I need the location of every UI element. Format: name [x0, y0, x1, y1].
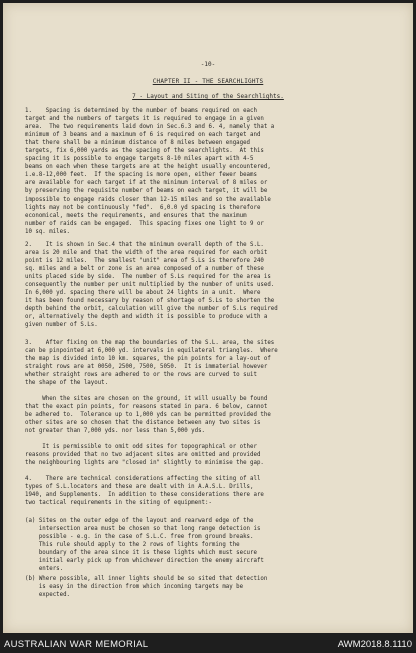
- text-line: sq. miles and a belt or zone is an area composed of a number of these: [25, 266, 264, 273]
- paragraph-4: [25, 395, 405, 435]
- text-line: other sites are so chosen that the distance between any two sites is: [25, 420, 261, 427]
- text-line: whether straight rows are adhered to or the rows are curved to suit: [25, 372, 257, 379]
- paragraph-5: [25, 443, 405, 467]
- text-line: It is permissible to omit odd sites for topographical or other: [25, 444, 257, 450]
- text-line: (b) Where possible, all inner lights should be so sited that detection: [25, 576, 268, 582]
- text-line: 3. After fixing on the map the boundaries of the S.L. area, the sites: [25, 340, 275, 346]
- section-title: 7 - Layout and Siting of the Searchlights.: [132, 93, 284, 100]
- text-line: 1940, and Supplements. In addition to these considerations there are: [25, 492, 264, 499]
- text-line: reasons provided that no two adjacent sites are omitted and provided: [25, 452, 261, 459]
- text-line: i.e.8-12,000 feet. If the spacing is more open, either fewer beams: [25, 172, 257, 179]
- footer-reference: AWM2018.8.1110: [337, 639, 412, 650]
- text-line: can be pinpointed at 6,000 yd. intervals in equilateral triangles. Where: [25, 348, 278, 355]
- text-line: 2. It is shown in Sec.4 that the minimum overall depth of the S.L.: [25, 242, 264, 248]
- text-line: initial early pick up from whichever direction the enemy aircraft: [25, 558, 264, 565]
- text-line: that the exact pin points, for reasons stated in para. 6 below, cannot: [25, 404, 268, 411]
- text-line: 1. Spacing is determined by the number of beams required on each: [25, 108, 257, 114]
- text-line: targets, fix 6,000 yards as the spacing of the searchlights. At this: [25, 148, 264, 155]
- text-line: depth behind the orbit, calculation will give the number of S.Ls required: [25, 306, 278, 313]
- text-line: When the sites are chosen on the ground, it will usually be found: [25, 396, 268, 402]
- text-line: minimum of 3 beams and a maximum of 6 is required on each target and: [25, 132, 261, 139]
- text-line: are available for each target if at the minimum interval of 8 miles or: [25, 180, 268, 187]
- text-line: not greater than 7,000 yds. nor less than 5,000 yds.: [25, 428, 206, 435]
- text-line: types of S.L.locators and these are dealt with in A.A.S.L. Drills,: [25, 484, 254, 491]
- text-line: expected.: [25, 592, 71, 599]
- text-line: 4. There are technical considerations affecting the siting of all: [25, 476, 261, 482]
- text-line: In 6,000 yd. spacing there will be about 24 lights in a unit. Where: [25, 290, 261, 297]
- text-line: two tactical requirements in the siting of equipment:-: [25, 500, 212, 507]
- text-line: it has been found necessary by reason of shortage of S.Ls to shorten the: [25, 298, 275, 305]
- text-line: boundary of the area since it is these lights which must secure: [25, 550, 257, 557]
- text-line: (a) Sites on the outer edge of the layout and rearward edge of the: [25, 518, 254, 524]
- text-line: point is 12 miles. The smallest "unit" area of S.Ls is therefore 240: [25, 258, 264, 265]
- text-line: 10 sq. miles.: [25, 228, 71, 235]
- text-line: the shape of the layout.: [25, 380, 109, 387]
- list-item-b: [25, 575, 405, 599]
- text-line: economical, meets the requirements, and ensures that the maximum: [25, 212, 247, 219]
- text-line: is easy in the direction from which incoming targets may be: [25, 584, 244, 591]
- text-line: the map is divided into 10 km. squares, the pin points for a lay-out of: [25, 356, 271, 363]
- text-line: or, alternatively the depth and width it is possible to produce with a: [25, 314, 268, 321]
- document-page: [3, 3, 413, 633]
- list-item-a: [25, 517, 405, 573]
- text-line: possible - e.g. in the case of S.L.C. free from ground breaks.: [25, 534, 254, 541]
- paragraph-3: [25, 339, 405, 387]
- text-line: number of raids can be engaged. This spacing fixes one light to 9 or: [25, 220, 264, 227]
- page-number: -10-: [200, 61, 216, 68]
- text-line: given number of S.Ls.: [25, 322, 98, 329]
- text-line: area is 20 mile and that the width of the area required for each orbit: [25, 250, 268, 257]
- text-line: spacing it is possible to engage targets 8-10 miles apart with 4-5: [25, 156, 254, 163]
- text-line: be adhered to. Tolerance up to 1,000 yds can be permitted provided the: [25, 412, 271, 419]
- text-line: consequently the number per unit multiplied by the number of units used.: [25, 282, 275, 289]
- text-line: lights may not be continuously "fed". 6,0.0 yd spacing is therefore: [25, 204, 261, 211]
- text-line: by preserving the requisite number of beams on each target, it will be: [25, 188, 268, 195]
- text-line: that there shall be a minimum distance of 8 miles between engaged: [25, 140, 251, 147]
- text-line: intersection area must be chosen so that long range detection is: [25, 526, 261, 533]
- text-line: This rule should apply to the 2 rows of lights forming the: [25, 542, 240, 549]
- text-line: the neighbouring lights are "closed in" slightly to minimise the gap.: [25, 460, 264, 467]
- text-line: straight rows are at 0050, 2500, 7500, 5050. It is immaterial however: [25, 364, 268, 371]
- text-line: target and the numbers of targets it is required to engage in a given: [25, 116, 264, 123]
- paragraph-6: [25, 475, 405, 507]
- footer-source: AUSTRALIAN WAR MEMORIAL: [4, 639, 149, 650]
- text-line: enters.: [25, 566, 64, 573]
- text-line: units placed side by side. The number of S.Ls required for the area is: [25, 274, 271, 281]
- footer-bar: [0, 636, 416, 653]
- chapter-title: CHAPTER II - THE SEARCHLIGHTS: [152, 78, 264, 85]
- text-line: area. The two requirements laid down in Sec.6.3 and 6. 4, namely that a: [25, 124, 275, 131]
- paragraph-1: [25, 107, 405, 236]
- text-line: beams on each when these targets are at the height usually encountered,: [25, 164, 271, 171]
- paragraph-2: [25, 241, 405, 330]
- text-line: impossible to engage raids closer than 12-15 miles and so the available: [25, 196, 271, 203]
